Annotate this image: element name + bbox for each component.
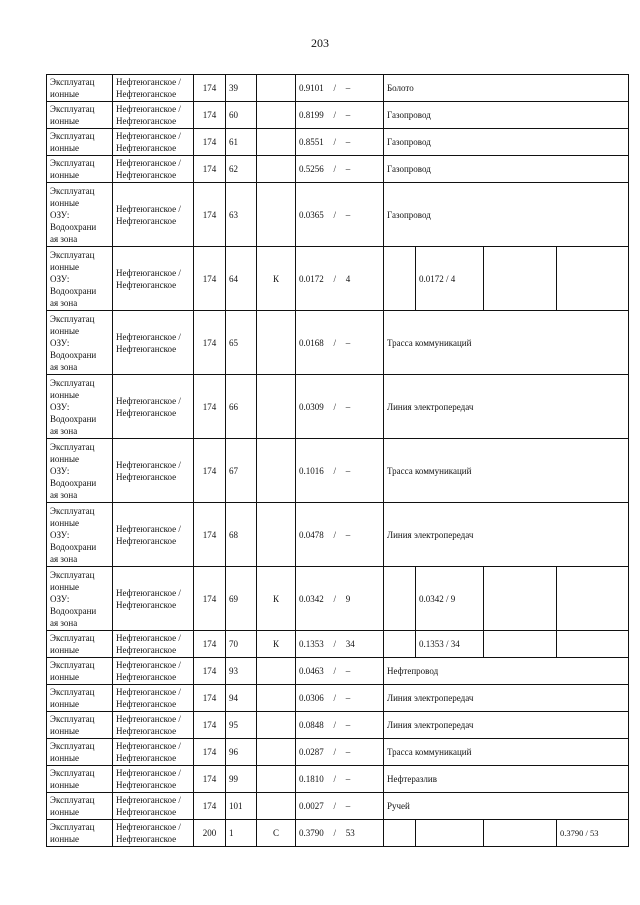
object-number: 53 bbox=[345, 828, 355, 838]
area-separator: / bbox=[333, 774, 336, 784]
sub-cell-1 bbox=[384, 567, 416, 631]
object-number: – bbox=[345, 693, 351, 703]
plot-number-cell: 1 bbox=[226, 820, 257, 847]
plot-number-cell: 69 bbox=[226, 567, 257, 631]
description-cell: Трасса коммуникаций bbox=[384, 739, 629, 766]
quarter-cell: 174 bbox=[194, 75, 226, 102]
sub-cell-3 bbox=[484, 820, 557, 847]
area-cell bbox=[296, 375, 384, 439]
land-category-cell: Эксплуатац ионные bbox=[47, 129, 113, 156]
category-code-cell: К bbox=[257, 567, 296, 631]
description-cell: Газопровод bbox=[384, 102, 629, 129]
category-code-cell bbox=[257, 766, 296, 793]
district-cell: Нефтеюганское / Нефтеюганское bbox=[113, 311, 194, 375]
sub-cell-4 bbox=[557, 631, 629, 658]
category-code-cell bbox=[257, 739, 296, 766]
district-cell: Нефтеюганское / Нефтеюганское bbox=[113, 766, 194, 793]
area-separator: / bbox=[333, 83, 336, 93]
area-cell bbox=[296, 793, 384, 820]
district-cell: Нефтеюганское / Нефтеюганское bbox=[113, 439, 194, 503]
area-value: 0.1353 bbox=[299, 639, 324, 649]
plot-number-cell: 94 bbox=[226, 685, 257, 712]
plot-number-cell: 39 bbox=[226, 75, 257, 102]
area-separator: / bbox=[333, 209, 336, 220]
sub-cell-4: 0.3790 / 53 bbox=[557, 820, 629, 847]
description-cell: Линия электропередач bbox=[384, 375, 629, 439]
sub-cell-2: 0.0342 / 9 bbox=[416, 567, 484, 631]
district-cell: Нефтеюганское / Нефтеюганское bbox=[113, 156, 194, 183]
sub-cell-2: 0.1353 / 34 bbox=[416, 631, 484, 658]
area-separator: / bbox=[333, 401, 336, 412]
land-category-cell: Эксплуатац ионные bbox=[47, 75, 113, 102]
area-cell bbox=[296, 766, 384, 793]
sub-cell-4 bbox=[557, 247, 629, 311]
area-value: 0.0287 bbox=[299, 747, 324, 757]
table-row bbox=[47, 311, 629, 375]
category-code-cell bbox=[257, 102, 296, 129]
quarter-cell: 174 bbox=[194, 183, 226, 247]
quarter-cell: 174 bbox=[194, 102, 226, 129]
object-number: 4 bbox=[345, 273, 351, 284]
plot-number-cell: 96 bbox=[226, 739, 257, 766]
object-number: – bbox=[345, 465, 351, 476]
description-cell: Газопровод bbox=[384, 183, 629, 247]
area-cell bbox=[296, 739, 384, 766]
object-number: 9 bbox=[345, 593, 351, 604]
district-cell: Нефтеюганское / Нефтеюганское bbox=[113, 685, 194, 712]
plot-number-cell: 63 bbox=[226, 183, 257, 247]
area-cell bbox=[296, 183, 384, 247]
category-code-cell bbox=[257, 658, 296, 685]
object-number: – bbox=[345, 209, 351, 220]
description-cell: Линия электропередач bbox=[384, 712, 629, 739]
sub-cell-2 bbox=[416, 820, 484, 847]
sub-cell-1 bbox=[384, 820, 416, 847]
table-row bbox=[47, 658, 629, 685]
description-cell: Газопровод bbox=[384, 129, 629, 156]
category-code-cell: К bbox=[257, 247, 296, 311]
area-cell bbox=[296, 567, 384, 631]
category-code-cell bbox=[257, 503, 296, 567]
district-cell: Нефтеюганское / Нефтеюганское bbox=[113, 658, 194, 685]
sub-cell-3 bbox=[484, 247, 557, 311]
table-row bbox=[47, 739, 629, 766]
category-code-cell bbox=[257, 793, 296, 820]
description-cell: Газопровод bbox=[384, 156, 629, 183]
category-code-cell: С bbox=[257, 820, 296, 847]
sub-cell-4 bbox=[557, 567, 629, 631]
quarter-cell: 174 bbox=[194, 129, 226, 156]
area-value: 0.8551 bbox=[299, 137, 324, 147]
plot-number-cell: 67 bbox=[226, 439, 257, 503]
object-number: – bbox=[345, 529, 351, 540]
area-cell bbox=[296, 712, 384, 739]
district-cell: Нефтеюганское / Нефтеюганское bbox=[113, 75, 194, 102]
object-number: – bbox=[345, 83, 351, 93]
table-row bbox=[47, 820, 629, 847]
description-cell: Нефтепровод bbox=[384, 658, 629, 685]
table-row bbox=[47, 439, 629, 503]
category-code-cell bbox=[257, 183, 296, 247]
district-cell: Нефтеюганское / Нефтеюганское bbox=[113, 129, 194, 156]
object-number: – bbox=[345, 401, 351, 412]
category-code-cell bbox=[257, 311, 296, 375]
table-row bbox=[47, 75, 629, 102]
land-category-cell: Эксплуатац ионные bbox=[47, 631, 113, 658]
description-cell: Линия электропередач bbox=[384, 503, 629, 567]
object-number: – bbox=[345, 747, 351, 757]
sub-cell-3 bbox=[484, 631, 557, 658]
district-cell: Нефтеюганское / Нефтеюганское bbox=[113, 712, 194, 739]
quarter-cell: 174 bbox=[194, 247, 226, 311]
table-row bbox=[47, 247, 629, 311]
quarter-cell: 174 bbox=[194, 375, 226, 439]
category-code-cell bbox=[257, 75, 296, 102]
land-category-cell: Эксплуатац ионные ОЗУ: Водоохрани ая зона bbox=[47, 375, 113, 439]
object-number: – bbox=[345, 720, 351, 730]
object-number: – bbox=[345, 801, 351, 811]
table-row bbox=[47, 631, 629, 658]
plot-number-cell: 99 bbox=[226, 766, 257, 793]
area-separator: / bbox=[333, 801, 336, 811]
area-cell bbox=[296, 156, 384, 183]
quarter-cell: 174 bbox=[194, 658, 226, 685]
description-cell: Трасса коммуникаций bbox=[384, 311, 629, 375]
object-number: – bbox=[345, 666, 351, 676]
table-row bbox=[47, 183, 629, 247]
district-cell: Нефтеюганское / Нефтеюганское bbox=[113, 247, 194, 311]
land-category-cell: Эксплуатац ионные bbox=[47, 156, 113, 183]
area-separator: / bbox=[333, 828, 336, 838]
category-code-cell: К bbox=[257, 631, 296, 658]
sub-cell-3 bbox=[484, 567, 557, 631]
area-value: 0.3790 bbox=[299, 828, 324, 838]
area-value: 0.0365 bbox=[299, 209, 324, 220]
quarter-cell: 174 bbox=[194, 739, 226, 766]
plot-number-cell: 70 bbox=[226, 631, 257, 658]
land-category-cell: Эксплуатац ионные ОЗУ: Водоохрани ая зона bbox=[47, 311, 113, 375]
land-category-cell: Эксплуатац ионные bbox=[47, 658, 113, 685]
category-code-cell bbox=[257, 375, 296, 439]
sub-cell-2: 0.0172 / 4 bbox=[416, 247, 484, 311]
sub-cell-1 bbox=[384, 247, 416, 311]
area-separator: / bbox=[333, 720, 336, 730]
description-cell: Ручей bbox=[384, 793, 629, 820]
land-category-cell: Эксплуатац ионные ОЗУ: Водоохрани ая зона bbox=[47, 439, 113, 503]
quarter-cell: 174 bbox=[194, 311, 226, 375]
quarter-cell: 174 bbox=[194, 156, 226, 183]
category-code-cell bbox=[257, 685, 296, 712]
plot-number-cell: 93 bbox=[226, 658, 257, 685]
table-row bbox=[47, 793, 629, 820]
district-cell: Нефтеюганское / Нефтеюганское bbox=[113, 375, 194, 439]
land-category-cell: Эксплуатац ионные bbox=[47, 820, 113, 847]
category-code-cell bbox=[257, 129, 296, 156]
district-cell: Нефтеюганское / Нефтеюганское bbox=[113, 102, 194, 129]
district-cell: Нефтеюганское / Нефтеюганское bbox=[113, 183, 194, 247]
area-value: 0.0848 bbox=[299, 720, 324, 730]
plot-number-cell: 95 bbox=[226, 712, 257, 739]
land-category-cell: Эксплуатац ионные bbox=[47, 766, 113, 793]
land-category-cell: Эксплуатац ионные bbox=[47, 685, 113, 712]
area-cell bbox=[296, 129, 384, 156]
area-separator: / bbox=[333, 693, 336, 703]
quarter-cell: 200 bbox=[194, 820, 226, 847]
object-number: – bbox=[345, 164, 351, 174]
forest-plots-table bbox=[46, 74, 629, 847]
description-cell: Нефтеразлив bbox=[384, 766, 629, 793]
table-row bbox=[47, 567, 629, 631]
area-separator: / bbox=[333, 529, 336, 540]
area-separator: / bbox=[333, 465, 336, 476]
land-category-cell: Эксплуатац ионные ОЗУ: Водоохрани ая зона bbox=[47, 567, 113, 631]
description-cell: Линия электропередач bbox=[384, 685, 629, 712]
table-row bbox=[47, 685, 629, 712]
category-code-cell bbox=[257, 156, 296, 183]
category-code-cell bbox=[257, 712, 296, 739]
area-separator: / bbox=[333, 137, 336, 147]
area-value: 0.0172 bbox=[299, 273, 324, 284]
plot-number-cell: 66 bbox=[226, 375, 257, 439]
plot-number-cell: 60 bbox=[226, 102, 257, 129]
district-cell: Нефтеюганское / Нефтеюганское bbox=[113, 567, 194, 631]
quarter-cell: 174 bbox=[194, 567, 226, 631]
area-cell bbox=[296, 820, 384, 847]
quarter-cell: 174 bbox=[194, 503, 226, 567]
area-value: 0.0309 bbox=[299, 401, 324, 412]
area-cell bbox=[296, 685, 384, 712]
area-value: 0.1016 bbox=[299, 465, 324, 476]
table-row bbox=[47, 156, 629, 183]
object-number: – bbox=[345, 337, 351, 348]
area-cell bbox=[296, 503, 384, 567]
area-separator: / bbox=[333, 273, 336, 284]
table-row bbox=[47, 129, 629, 156]
plot-number-cell: 61 bbox=[226, 129, 257, 156]
table-row bbox=[47, 102, 629, 129]
district-cell: Нефтеюганское / Нефтеюганское bbox=[113, 820, 194, 847]
land-category-cell: Эксплуатац ионные ОЗУ: Водоохрани ая зона bbox=[47, 183, 113, 247]
object-number: 34 bbox=[345, 639, 355, 649]
quarter-cell: 174 bbox=[194, 766, 226, 793]
district-cell: Нефтеюганское / Нефтеюганское bbox=[113, 793, 194, 820]
area-value: 0.0478 bbox=[299, 529, 324, 540]
land-category-cell: Эксплуатац ионные ОЗУ: Водоохрани ая зона bbox=[47, 503, 113, 567]
object-number: – bbox=[345, 137, 351, 147]
area-separator: / bbox=[333, 337, 336, 348]
quarter-cell: 174 bbox=[194, 712, 226, 739]
area-separator: / bbox=[333, 639, 336, 649]
area-value: 0.5256 bbox=[299, 164, 324, 174]
area-separator: / bbox=[333, 666, 336, 676]
category-code-cell bbox=[257, 439, 296, 503]
area-cell bbox=[296, 75, 384, 102]
area-separator: / bbox=[333, 747, 336, 757]
district-cell: Нефтеюганское / Нефтеюганское bbox=[113, 631, 194, 658]
area-cell bbox=[296, 311, 384, 375]
table-row bbox=[47, 503, 629, 567]
area-cell bbox=[296, 439, 384, 503]
description-cell: Болото bbox=[384, 75, 629, 102]
quarter-cell: 174 bbox=[194, 631, 226, 658]
table-row bbox=[47, 766, 629, 793]
district-cell: Нефтеюганское / Нефтеюганское bbox=[113, 739, 194, 766]
plot-number-cell: 64 bbox=[226, 247, 257, 311]
land-category-cell: Эксплуатац ионные ОЗУ: Водоохрани ая зона bbox=[47, 247, 113, 311]
page-number: 203 bbox=[311, 36, 329, 50]
land-category-cell: Эксплуатац ионные bbox=[47, 102, 113, 129]
area-separator: / bbox=[333, 164, 336, 174]
plot-number-cell: 68 bbox=[226, 503, 257, 567]
area-value: 0.1810 bbox=[299, 774, 324, 784]
area-cell bbox=[296, 247, 384, 311]
land-category-cell: Эксплуатац ионные bbox=[47, 739, 113, 766]
area-value: 0.0027 bbox=[299, 801, 324, 811]
area-cell bbox=[296, 658, 384, 685]
plot-number-cell: 62 bbox=[226, 156, 257, 183]
description-cell: Трасса коммуникаций bbox=[384, 439, 629, 503]
area-value: 0.0306 bbox=[299, 693, 324, 703]
quarter-cell: 174 bbox=[194, 439, 226, 503]
area-cell bbox=[296, 631, 384, 658]
area-value: 0.0463 bbox=[299, 666, 324, 676]
object-number: – bbox=[345, 774, 351, 784]
area-value: 0.0168 bbox=[299, 337, 324, 348]
area-separator: / bbox=[333, 110, 336, 120]
land-category-cell: Эксплуатац ионные bbox=[47, 712, 113, 739]
object-number: – bbox=[345, 110, 351, 120]
area-cell bbox=[296, 102, 384, 129]
quarter-cell: 174 bbox=[194, 685, 226, 712]
plot-number-cell: 101 bbox=[226, 793, 257, 820]
sub-cell-1 bbox=[384, 631, 416, 658]
area-value: 0.0342 bbox=[299, 593, 324, 604]
table-row bbox=[47, 375, 629, 439]
plot-number-cell: 65 bbox=[226, 311, 257, 375]
area-separator: / bbox=[333, 593, 336, 604]
area-value: 0.8199 bbox=[299, 110, 324, 120]
quarter-cell: 174 bbox=[194, 793, 226, 820]
table-row bbox=[47, 712, 629, 739]
land-category-cell: Эксплуатац ионные bbox=[47, 793, 113, 820]
district-cell: Нефтеюганское / Нефтеюганское bbox=[113, 503, 194, 567]
area-value: 0.9101 bbox=[299, 83, 324, 93]
